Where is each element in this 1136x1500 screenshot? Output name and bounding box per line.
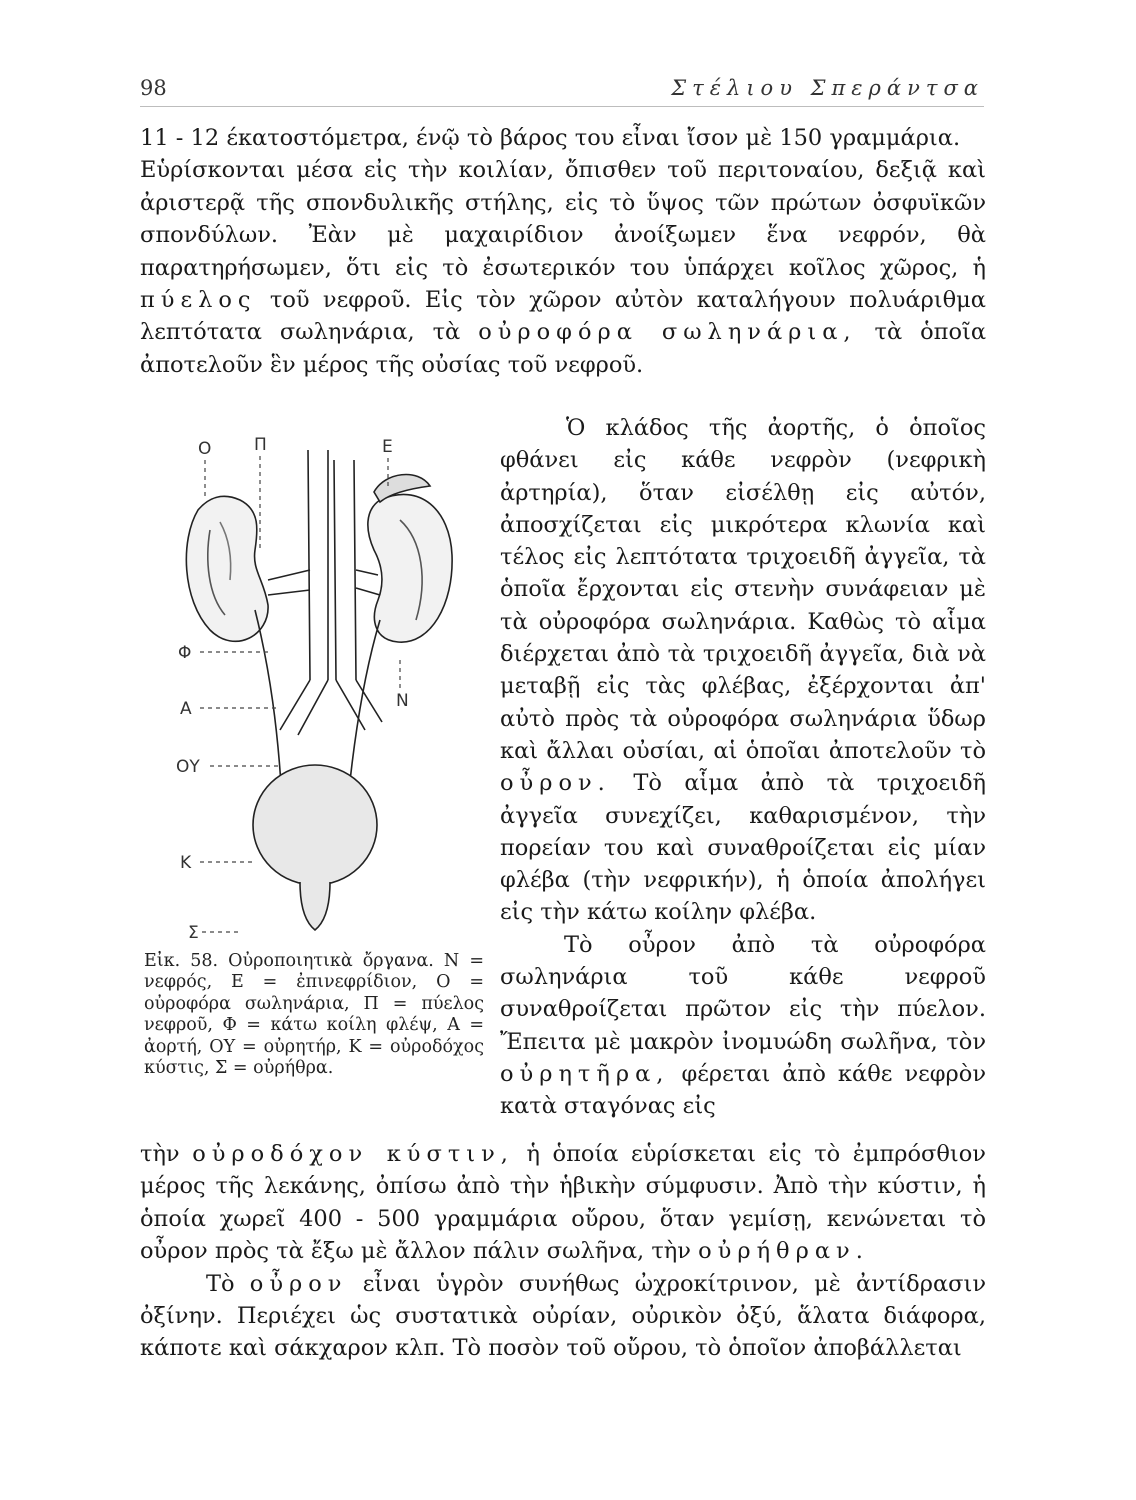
urinary-organs-figure bbox=[160, 430, 480, 950]
figure-label-oy: ΟΥ bbox=[176, 757, 200, 777]
paragraph-text: τὴν bbox=[140, 1141, 180, 1167]
paragraph bbox=[140, 1268, 986, 1365]
top-text-block bbox=[140, 122, 986, 381]
page-header bbox=[140, 76, 984, 107]
figure-label-k: Κ bbox=[180, 853, 192, 873]
right-column-text bbox=[500, 412, 986, 1123]
term-emphasis: οὐρήθραν. bbox=[698, 1238, 869, 1265]
figure-label-a: Α bbox=[180, 699, 192, 719]
figure-label-n: Ν bbox=[396, 691, 409, 711]
caption-text: Εἰκ. 58. Οὐροποιητικὰ ὄργανα. Ν = νεφρός, Ε = ἐπινεφρίδιον, Ο = οὐροφόρα σωληνάρια, Π = πύελος νεφροῦ, Φ = κάτω κοίλη φλέψ, Α = ἀορτή, ΟΥ = οὐρητήρ, Κ = οὐροδόχος κύστις, Σ = οὐρήθρα. bbox=[144, 951, 484, 1079]
term-emphasis: οὖρον. bbox=[500, 770, 611, 797]
paragraph-text: ἡ ὁποία εὑρίσκεται εἰς τὸ ἐμπρόσθιον μέρος τῆς λεκάνης, ὀπίσω ἀπὸ τὴν ἡβικὴν σύμφυσιν. Ἀπὸ τὴν κύστιν, ἡ ὁποία χωρεῖ 400 - 500 γραμμάρια οὔρου, ὅταν γεμίσῃ, κενώνεται τὸ οὖρον πρὸς τὰ ἔξω μὲ ἄλλον πάλιν σωλῆνα, τὴν bbox=[140, 1141, 986, 1265]
paragraph bbox=[500, 412, 986, 929]
figure-label-sigma: Σ bbox=[188, 923, 199, 943]
paragraph-text: Τὸ αἷμα ἀπὸ τὰ τριχοειδῆ ἀγγεῖα συνεχίζει, καθαρισμένον, τὴν πορείαν του καὶ συναθροίζεται εἰς μίαν φλέβα (τὴν νεφρικήν), ἡ ὁποία ἀπολήγει εἰς τὴν κάτω κοίλην φλέβα. bbox=[500, 770, 986, 926]
figure-label-e: Ε bbox=[382, 437, 393, 457]
paragraph bbox=[500, 929, 986, 1123]
paragraph-text: Ὁ κλάδος τῆς ἀορτῆς, ὁ ὁποῖος φθάνει εἰς κάθε νεφρὸν (νεφρικὴ ἀρτηρία), ὅταν εἰσέλθῃ εἰς αὐτόν, ἀποσχίζεται εἰς μικρότερα κλωνία καὶ τέλος εἰς λεπτότατα τριχοειδῆ ἀγγεῖα, τὰ ὁποῖα ἔρχονται εἰς στενὴν συνάφειαν μὲ τὰ οὐροφόρα σωληνάρια. Καθὼς τὸ αἷμα διέρχεται ἀπὸ τὰ τριχοειδῆ ἀγγεῖα, διὰ νὰ μεταβῇ εἰς τὰς φλέβας, ἐξέρχονται ἀπ' αὐτὸ πρὸς τὰ οὐροφόρα σωληνάρια ὕδωρ καὶ ἄλλαι οὐσίαι, αἱ ὁποῖαι ἀποτελοῦν τὸ bbox=[500, 415, 986, 764]
page-number: 98 bbox=[140, 76, 167, 100]
running-title: Στέλιου Σπεράντσα bbox=[671, 76, 984, 100]
paragraph-text: εἶναι ὑγρὸν συνήθως ὠχροκίτρινον, μὲ ἀντίδρασιν ὀξίνην. Περιέχει ὡς συστατικὰ οὐρίαν, οὐρικὸν ὀξύ, ἅλατα διάφορα, κάποτε καὶ σάκχαρον κλπ. Τὸ ποσὸν τοῦ οὔρου, τὸ ὁποῖον ἀποβάλλεται bbox=[140, 1270, 987, 1362]
paragraph-text: Τὸ οὖρον ἀπὸ τὰ οὐροφόρα σωληνάρια τοῦ κάθε νεφροῦ συναθροίζεται πρῶτον εἰς τὴν πύελον. Ἔπειτα μὲ μακρὸν ἰνομυώδη σωλῆνα, τὸν bbox=[500, 931, 986, 1055]
paragraph-text: Εὑρίσκονται μέσα εἰς τὴν κοιλίαν, ὄπισθεν τοῦ περιτοναίου, δεξιᾷ καὶ ἀριστερᾷ τῆς σπονδυλικῆς στήλης, εἰς τὸ ὕψος τῶν πρώτων ὀσφυϊκῶν σπονδύλων. Ἐὰν μὲ μαχαιρίδιον ἀνοίξωμεν ἕνα νεφρόν, θὰ παρατηρήσωμεν, ὅτι εἰς τὸ ἐσωτερικόν του ὑπάρχει κοῖλος χῶρος, ἡ bbox=[140, 157, 986, 281]
term-emphasis: πύελος bbox=[140, 287, 257, 314]
term-emphasis: οὐροδόχον κύστιν, bbox=[192, 1141, 514, 1167]
paragraph-text: τοῦ νεφροῦ. Εἰς τὸν χῶρον αὐτὸν καταλήγουν πολυάριθμα λεπτότατα σωληνάρια, τὰ bbox=[140, 287, 986, 346]
figure-label-p: Π bbox=[254, 435, 267, 455]
text-line: 11 - 12 έκατοστόμετρα, ένῷ τὸ βάρος του εἶναι ἴσον μὲ 150 γραμμάρια. bbox=[140, 125, 961, 151]
figure-label-phi: Φ bbox=[178, 643, 192, 663]
paragraph bbox=[140, 1138, 986, 1268]
bottom-text-block bbox=[140, 1138, 986, 1365]
term-emphasis: οὐρητῆρα, bbox=[500, 1060, 670, 1087]
paragraph bbox=[140, 154, 986, 381]
paragraph-text: φέρεται ἀπὸ κάθε νεφρὸν κατὰ σταγόνας εἰς bbox=[500, 1060, 987, 1120]
figure-label-o: Ο bbox=[198, 439, 212, 459]
term-emphasis: οὐροφόρα σωληνάρια, bbox=[478, 319, 857, 346]
paragraph-text: τὰ ὁποῖα ἀποτελοῦν ἓν μέρος τῆς οὐσίας τοῦ νεφροῦ. bbox=[140, 319, 987, 378]
term-emphasis: οὖρον bbox=[249, 1270, 348, 1297]
paragraph-text: Τὸ bbox=[206, 1270, 235, 1297]
figure-caption bbox=[144, 951, 484, 1079]
figure-illustration bbox=[160, 430, 480, 950]
